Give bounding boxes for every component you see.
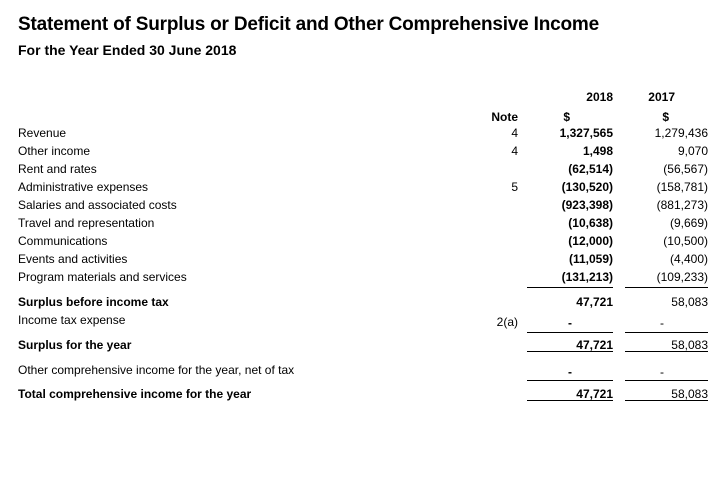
grand-total-rule-2017 bbox=[625, 400, 708, 401]
table-row bbox=[0, 270, 720, 288]
row-value-2018: 47,721 bbox=[576, 338, 613, 352]
row-value-2018: (131,213) bbox=[561, 270, 613, 284]
row-value-2018: 47,721 bbox=[576, 387, 613, 401]
subtotal-rule-2017 bbox=[625, 332, 708, 333]
total-rule-2018 bbox=[527, 351, 613, 352]
row-value-2017: (9,669) bbox=[669, 216, 708, 230]
row-note: 2(a) bbox=[496, 315, 518, 329]
table-row bbox=[0, 252, 720, 270]
table-row bbox=[0, 198, 720, 216]
table-row bbox=[0, 313, 720, 331]
row-value-2018: (130,520) bbox=[561, 180, 613, 194]
row-value-2017: (158,781) bbox=[656, 180, 708, 194]
row-value-2017: - bbox=[660, 365, 664, 379]
row-value-2017: 58,083 bbox=[671, 295, 708, 309]
column-header-note: Note bbox=[491, 110, 518, 124]
row-value-2018: (12,000) bbox=[568, 234, 613, 248]
row-value-2018: - bbox=[568, 316, 572, 330]
row-label: Salaries and associated costs bbox=[18, 198, 177, 212]
row-value-2017: (109,233) bbox=[656, 270, 708, 284]
table-row bbox=[0, 234, 720, 252]
row-label: Income tax expense bbox=[18, 313, 126, 327]
column-header-2018: 2018 bbox=[586, 90, 613, 104]
row-label: Events and activities bbox=[18, 252, 128, 266]
row-value-2018: 1,327,565 bbox=[559, 126, 613, 140]
total-rule-2017 bbox=[625, 351, 708, 352]
row-value-2018: (10,638) bbox=[568, 216, 613, 230]
row-value-2018: (62,514) bbox=[568, 162, 613, 176]
row-note: 4 bbox=[511, 126, 518, 140]
row-value-2017: 58,083 bbox=[671, 387, 708, 401]
table-row bbox=[0, 216, 720, 234]
table-row bbox=[0, 387, 720, 405]
table-row bbox=[0, 295, 720, 313]
column-currency-2017: $ bbox=[662, 110, 669, 124]
row-note: 5 bbox=[511, 180, 518, 194]
row-label: Travel and representation bbox=[18, 216, 155, 230]
row-value-2018: (11,059) bbox=[568, 252, 613, 266]
subtotal-rule-2018 bbox=[527, 380, 613, 381]
row-value-2017: 9,070 bbox=[677, 144, 708, 158]
row-label: Other income bbox=[18, 144, 91, 158]
row-value-2017: 1,279,436 bbox=[654, 126, 708, 140]
row-value-2018: 47,721 bbox=[576, 295, 613, 309]
row-value-2017: (56,567) bbox=[663, 162, 708, 176]
column-header-2017: 2017 bbox=[648, 90, 675, 104]
column-currency-2018: $ bbox=[563, 110, 570, 124]
table-row bbox=[0, 162, 720, 180]
row-label: Rent and rates bbox=[18, 162, 97, 176]
subtotal-rule-2017 bbox=[625, 380, 708, 381]
row-value-2018: - bbox=[568, 365, 572, 379]
table-row bbox=[0, 144, 720, 162]
statement-title: Statement of Surplus or Deficit and Other Comprehensive Income bbox=[18, 14, 599, 35]
row-value-2017: (881,273) bbox=[656, 198, 708, 212]
row-value-2017: - bbox=[660, 316, 664, 330]
table-row bbox=[0, 126, 720, 144]
row-label: Other comprehensive income for the year, net of tax bbox=[18, 363, 295, 377]
table-row bbox=[0, 363, 720, 381]
subtotal-rule-2018 bbox=[527, 287, 613, 288]
row-note: 4 bbox=[511, 144, 518, 158]
row-label: Revenue bbox=[18, 126, 67, 140]
table-row bbox=[0, 338, 720, 356]
row-value-2018: 1,498 bbox=[582, 144, 613, 158]
subtotal-rule-2018 bbox=[527, 332, 613, 333]
subtotal-rule-2017 bbox=[625, 287, 708, 288]
row-label: Program materials and services bbox=[18, 270, 187, 284]
row-value-2017: (4,400) bbox=[669, 252, 708, 266]
row-label: Administrative expenses bbox=[18, 180, 149, 194]
row-label: Surplus for the year bbox=[18, 338, 132, 352]
row-label: Total comprehensive income for the year bbox=[18, 387, 252, 401]
row-label: Communications bbox=[18, 234, 108, 248]
row-label: Surplus before income tax bbox=[18, 295, 169, 309]
table-row bbox=[0, 180, 720, 198]
row-value-2017: 58,083 bbox=[671, 338, 708, 352]
row-value-2018: (923,398) bbox=[561, 198, 613, 212]
row-value-2017: (10,500) bbox=[663, 234, 708, 248]
grand-total-rule-2018 bbox=[527, 400, 613, 401]
statement-period: For the Year Ended 30 June 2018 bbox=[18, 42, 237, 58]
